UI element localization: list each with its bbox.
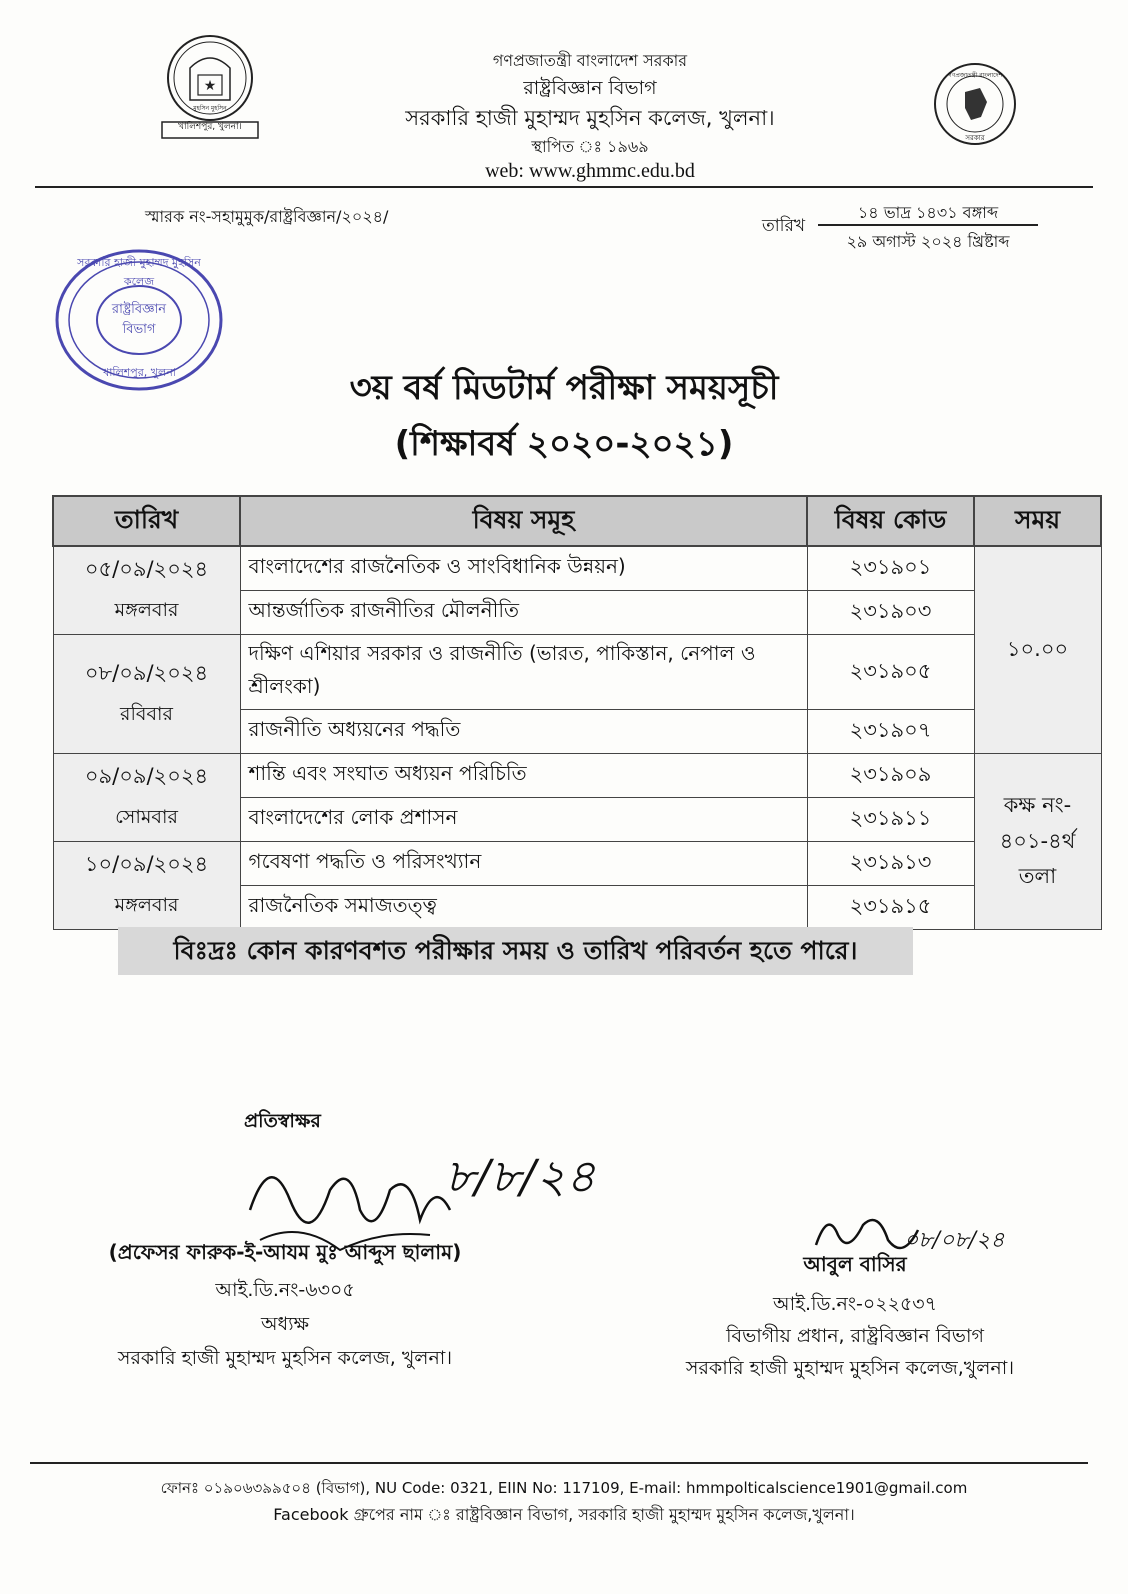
table-row <box>53 635 1101 710</box>
website: web: www.ghmmc.edu.bd <box>485 160 695 182</box>
government-seal <box>925 62 1025 146</box>
footer-facebook: Facebook গ্রুপের নাম ঃ রাষ্ট্রবিজ্ঞান বিভাগ, সরকারি হাজী মুহাম্মদ মুহসিন কলেজ,খুলনা। <box>273 1505 855 1524</box>
exam-schedule-table <box>52 495 1102 930</box>
header-divider <box>35 186 1093 188</box>
subject-cell: গবেষণা পদ্ধতি ও পরিসংখ্যান <box>240 842 807 886</box>
exam-date: ০৯/০৯/২০২৪ <box>84 764 209 788</box>
footer-contact: ফোনঃ ০১৯০৬৩৯৯৫০৪ (বিভাগ), NU Code: 0321, EIIN No: 117109, E-mail: hmmpolticalscience1901@gmail.com <box>160 1479 968 1497</box>
seal-text: গণপ্রজাতন্ত্রী বাংলাদেশ <box>947 72 1003 79</box>
page-title: ৩য় বর্ষ মিডটার্ম পরীক্ষা সময়সূচী <box>349 368 779 408</box>
date-label: তারিখ <box>762 216 806 236</box>
department-name: রাষ্ট্রবিজ্ঞান বিভাগ <box>523 77 657 99</box>
code-column-header: বিষয় কোড <box>807 496 974 546</box>
college-name: সরকারি হাজী মুহাম্মদ মুহসিন কলেজ, খুলনা। <box>405 106 775 130</box>
code-cell: ২৩১৯০৭ <box>807 710 974 754</box>
date-column-header: তারিখ <box>53 496 240 546</box>
date-bangla: ১৪ ভাদ্র ১৪৩১ বঙ্গাব্দ <box>857 203 999 222</box>
exam-date: ০৮/০৯/২০২৪ <box>84 660 209 685</box>
college-logo <box>160 30 260 142</box>
exam-day: মঙ্গলবার <box>114 894 179 916</box>
stamp-inner-line2: বিভাগ <box>122 322 156 337</box>
principal-id: আই.ডি.নং-৬৩০৫ <box>215 1279 355 1301</box>
subject-cell: আন্তর্জাতিক রাজনীতির মৌলনীতি <box>240 591 807 635</box>
subject-cell: শান্তি এবং সংঘাত অধ্যয়ন পরিচিতি <box>240 754 807 798</box>
head-org: সরকারি হাজী মুহাম্মদ মুহসিন কলেজ,খুলনা। <box>685 1357 1015 1379</box>
notice-note: বিঃদ্রঃ কোন কারণবশত পরীক্ষার সময় ও তারিখ পরিবর্তন হতে পারে। <box>118 927 913 975</box>
subjects-column-header: বিষয় সমূহ <box>240 496 807 546</box>
exam-time-cell: ১০.০০ <box>974 546 1101 754</box>
date-cell <box>53 842 240 930</box>
handwritten-date: ৮/৮/২৪ <box>445 1149 596 1203</box>
stamp-inner-line1: রাষ্ট্রবিজ্ঞান <box>111 302 167 317</box>
session-title: (শিক্ষাবর্ষ ২০২০-২০২১) <box>394 424 734 464</box>
svg-text:★: ★ <box>203 78 217 94</box>
table-row <box>53 754 1101 798</box>
principal-org: সরকারি হাজী মুহাম্মদ মুহসিন কলেজ, খুলনা। <box>117 1347 453 1369</box>
stamp-bottom-text: খালিশপুর, খুলনা <box>102 366 176 379</box>
head-title: বিভাগীয় প্রধান, রাষ্ট্রবিজ্ঞান বিভাগ <box>726 1325 984 1347</box>
date-divider <box>818 224 1038 226</box>
footer-divider <box>30 1462 1088 1464</box>
stamp-outer-text: সরকারি হাজী মুহাম্মদ মুহসিন কলেজ <box>77 256 201 288</box>
logo-motto: মুহসিন মুহসিন <box>193 105 227 112</box>
table-header-row <box>53 496 1101 546</box>
head-name: আবুল বাসির <box>803 1252 907 1276</box>
established-year: স্থাপিত ঃ ১৯৬৯ <box>531 137 649 156</box>
exam-day: মঙ্গলবার <box>114 599 179 621</box>
code-cell: ২৩১৯১১ <box>807 798 974 842</box>
memo-reference: স্মারক নং-সহামুমুক/রাষ্ট্রবিজ্ঞান/২০২৪/ <box>145 207 389 226</box>
date-cell <box>53 754 240 842</box>
exam-date: ১০/০৯/২০২৪ <box>84 852 209 876</box>
government-name: গণপ্রজাতন্ত্রী বাংলাদেশ সরকার <box>492 51 688 70</box>
principal-title: অধ্যক্ষ <box>260 1313 309 1335</box>
code-cell: ২৩১৯০৯ <box>807 754 974 798</box>
table-row <box>53 546 1101 591</box>
code-cell: ২৩১৯০১ <box>807 546 974 591</box>
code-cell: ২৩১৯১৩ <box>807 842 974 886</box>
subject-cell: বাংলাদেশের লোক প্রশাসন <box>240 798 807 842</box>
exam-day: সোমবার <box>115 806 178 828</box>
code-cell: ২৩১৯১৫ <box>807 886 974 930</box>
head-id: আই.ডি.নং-০২২৫৩৭ <box>772 1293 938 1315</box>
countersign-label: প্রতিস্বাক্ষর <box>244 1110 321 1132</box>
code-cell: ২৩১৯০৩ <box>807 591 974 635</box>
exam-date: ০৫/০৯/২০২৪ <box>84 557 209 581</box>
code-cell: ২৩১৯০৫ <box>807 635 974 710</box>
subject-cell: দক্ষিণ এশিয়ার সরকার ও রাজনীতি (ভারত, পাকিস্তান, নেপাল ও শ্রীলংকা) <box>240 635 807 710</box>
exam-room-cell: কক্ষ নং- ৪০১-৪র্থ তলা <box>974 754 1101 930</box>
date-english: ২৯ অগাস্ট ২০২৪ খ্রিষ্টাব্দ <box>846 232 1010 251</box>
subject-cell: রাজনীতি অধ্যয়নের পদ্ধতি <box>240 710 807 754</box>
exam-day: রবিবার <box>120 702 173 725</box>
subject-cell: রাজনৈতিক সমাজতত্ত্ব <box>240 886 807 930</box>
subject-cell: বাংলাদেশের রাজনৈতিক ও সাংবিধানিক উন্নয়ন) <box>240 546 807 591</box>
handwritten-date: ০৮/০৮/২৪ <box>904 1228 1005 1253</box>
table-row <box>53 842 1101 886</box>
time-column-header: সময় <box>974 496 1101 546</box>
date-cell <box>53 546 240 635</box>
principal-name: (প্রফেসর ফারুক-ই-আযম মুঃ আব্দুস ছালাম) <box>108 1240 462 1264</box>
date-cell <box>53 635 240 754</box>
logo-caption: খালিশপুর, খুলনা। <box>178 122 242 132</box>
seal-caption: সরকার <box>965 134 985 142</box>
